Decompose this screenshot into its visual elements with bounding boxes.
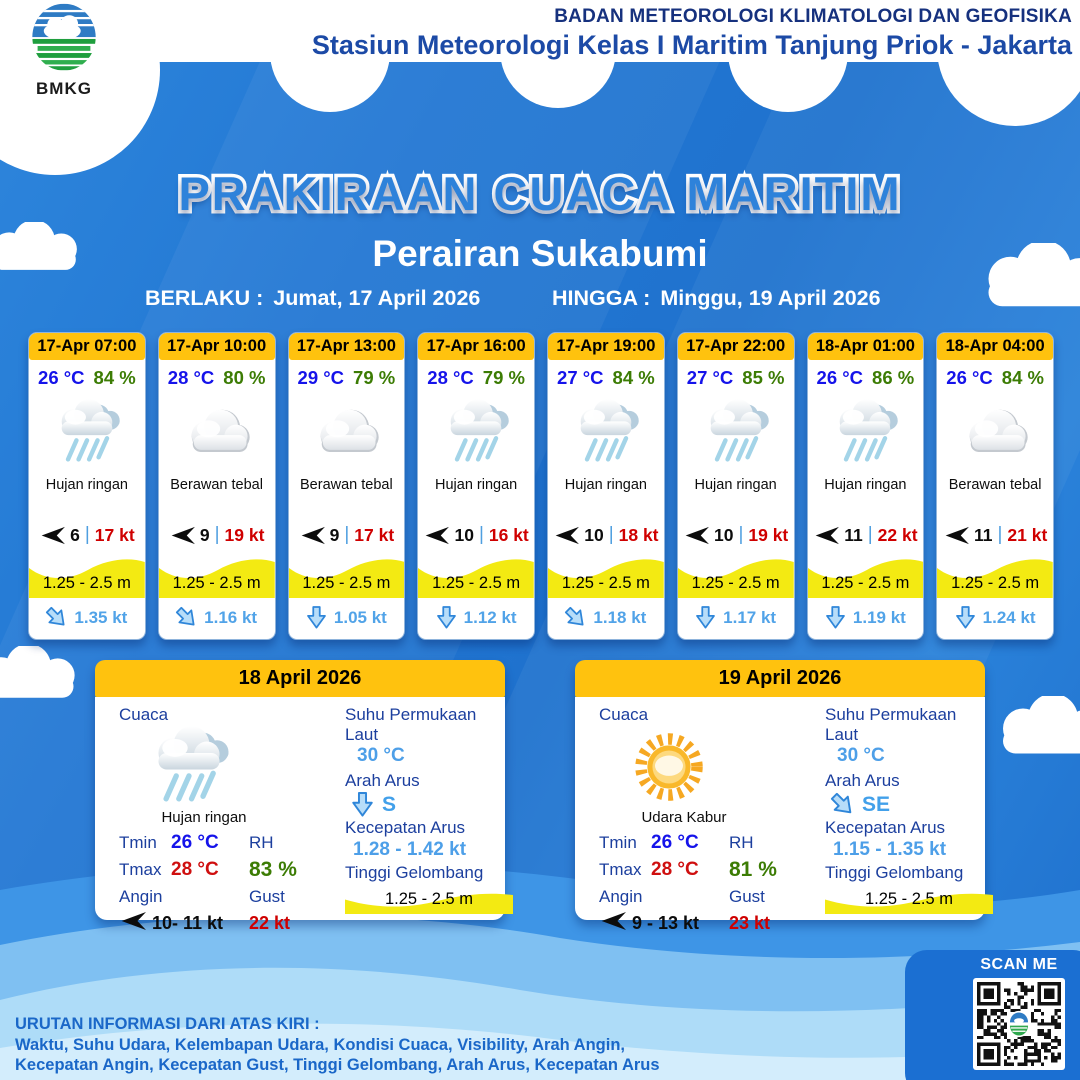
wind-row — [423, 524, 528, 546]
rh-label: RH — [729, 832, 754, 852]
decorative-cloud — [988, 696, 1080, 761]
sst-label: Suhu Permukaan Laut — [825, 705, 957, 744]
humidity: 80 % — [223, 367, 266, 388]
visibility-value: 10 — [584, 524, 604, 545]
current-speed: 1.05 kt — [333, 607, 387, 627]
current-speed: 1.18 kt — [593, 607, 647, 627]
wave-height-band — [548, 551, 664, 598]
daily-date: 19 April 2026 — [575, 660, 985, 697]
current-direction-icon — [306, 605, 327, 630]
current-direction-icon — [46, 605, 67, 630]
separator: | — [608, 524, 614, 545]
current-row — [695, 599, 776, 636]
wind-speed: 16 kt — [488, 524, 529, 545]
rh-value: 81 % — [729, 857, 777, 881]
valid-to-value: Minggu, 19 April 2026 — [660, 286, 881, 310]
weather-icon — [307, 391, 385, 475]
current-row — [825, 599, 906, 636]
weather-icon — [826, 391, 904, 475]
forecast-time: 17-Apr 16:00 — [418, 333, 534, 360]
weather-icon — [48, 391, 126, 475]
rain-cloud-icon — [48, 397, 126, 469]
forecast-time: 18-Apr 04:00 — [937, 333, 1053, 360]
wind-direction-icon — [423, 526, 449, 545]
wind-row — [169, 524, 265, 546]
tmin-value: 26 °C — [171, 831, 219, 853]
current-row — [306, 599, 387, 636]
qr-code — [973, 978, 1065, 1070]
current-direction: SE — [862, 792, 891, 816]
wind-row — [683, 524, 788, 546]
sst-value: 30 °C — [837, 745, 885, 766]
separator: | — [738, 524, 744, 545]
wave-height-band — [29, 551, 145, 598]
wave-height: 1.25 - 2.5 m — [432, 574, 521, 592]
current-speed: 1.17 kt — [723, 607, 777, 627]
wind-row — [299, 524, 395, 546]
footer-info — [15, 1014, 660, 1076]
page-title: PRAKIRAAN CUACA MARITIM — [178, 167, 902, 220]
current-row — [46, 599, 127, 636]
wave-height: 1.25 - 2.5 m — [302, 574, 391, 592]
daily-weather-icon — [119, 725, 259, 809]
air-temperature: 27 °C — [686, 367, 734, 388]
tmin-value: 26 °C — [651, 831, 699, 853]
wind-speed: 22 kt — [877, 524, 918, 545]
air-temperature: 28 °C — [167, 367, 215, 388]
wave-height: 1.25 - 2.5 m — [42, 574, 131, 592]
angin-label: Angin — [119, 886, 163, 906]
scan-panel — [905, 950, 1080, 1080]
sst-value: 30 °C — [357, 745, 405, 766]
current-direction-icon — [436, 605, 457, 630]
forecast-time: 17-Apr 07:00 — [29, 333, 145, 360]
qr-bmkg-logo-icon — [1005, 1010, 1033, 1038]
temp-humidity-row — [427, 367, 525, 389]
rain-cloud-icon — [567, 397, 645, 469]
wind-speed: 19 kt — [748, 524, 789, 545]
visibility-value: 10 — [454, 524, 474, 545]
wave-height: 1.25 - 2.5 m — [821, 574, 910, 592]
current-row — [176, 599, 257, 636]
air-temperature: 27 °C — [557, 367, 604, 388]
current-direction-icon — [565, 605, 586, 630]
wind-range: 9 - 13 kt — [632, 913, 700, 933]
forecast-card — [547, 332, 665, 640]
weather-condition: Berawan tebal — [170, 477, 263, 493]
tmin-label: Tmin — [119, 832, 157, 852]
forecast-card — [28, 332, 146, 640]
humidity: 85 % — [742, 367, 785, 388]
wave-height-band — [808, 551, 924, 598]
forecast-card — [677, 332, 795, 640]
forecast-card — [417, 332, 535, 640]
valid-from-label: BERLAKU : — [145, 286, 264, 310]
bmkg-logo-icon — [20, 2, 108, 78]
temp-humidity-row — [817, 367, 915, 389]
kecepatan-arus-label: Kecepatan Arus — [345, 818, 466, 837]
temp-humidity-row — [687, 367, 785, 389]
valid-to — [552, 286, 881, 311]
temp-humidity-row — [557, 367, 655, 389]
forecast-cards-row — [28, 332, 1054, 640]
wave-height: 1.25 - 2.5 m — [172, 574, 261, 592]
wind-direction-icon — [599, 911, 626, 936]
temp-humidity-row — [298, 367, 396, 389]
current-direction-icon — [176, 605, 197, 630]
tmax-label: Tmax — [119, 859, 162, 879]
kecepatan-arus-label: Kecepatan Arus — [825, 818, 946, 837]
daily-condition: Udara Kabur — [641, 809, 727, 826]
arah-arus-label: Arah Arus — [825, 771, 900, 790]
wind-direction-icon — [39, 526, 65, 545]
current-direction: S — [382, 792, 397, 816]
wave-height-band — [825, 885, 993, 914]
wave-height-band — [937, 551, 1053, 598]
forecast-card — [158, 332, 276, 640]
wave-height: 1.25 - 2.5 m — [691, 574, 780, 592]
wave-height-band — [289, 551, 405, 598]
wind-row — [813, 524, 917, 546]
tmax-label: Tmax — [599, 859, 642, 879]
current-row — [565, 599, 646, 636]
daily-body — [95, 697, 505, 933]
current-speed: 1.28 - 1.42 kt — [353, 839, 467, 860]
gelombang-label: Tinggi Gelombang — [825, 863, 964, 882]
wind-speed: 17 kt — [354, 524, 395, 545]
rain-cloud-icon — [141, 725, 237, 809]
gust-value: 23 kt — [729, 913, 771, 933]
wave-height-band — [678, 551, 794, 598]
rh-value: 83 % — [249, 857, 297, 881]
visibility-value: 6 — [70, 524, 80, 545]
valid-from — [145, 286, 480, 311]
wind-row — [553, 524, 658, 546]
cloud-icon — [956, 397, 1034, 469]
wave-height-band — [418, 551, 534, 598]
wave-height: 1.25 - 2.5 m — [951, 574, 1040, 592]
daily-date: 18 April 2026 — [95, 660, 505, 697]
valid-to-label: HINGGA : — [552, 286, 651, 310]
daily-body — [575, 697, 985, 933]
wind-row — [943, 524, 1047, 546]
gust-label: Gust — [249, 886, 285, 906]
visibility-value: 11 — [844, 524, 863, 545]
separator: | — [344, 524, 350, 545]
valid-from-value: Jumat, 17 April 2026 — [273, 286, 481, 310]
weather-condition: Hujan ringan — [694, 477, 777, 493]
wave-height: 1.25 - 2.5 m — [864, 890, 954, 908]
footer-line1: URUTAN INFORMASI DARI ATAS KIRI : — [15, 1015, 320, 1033]
tmax-value: 28 °C — [651, 858, 699, 880]
air-temperature: 28 °C — [427, 367, 474, 388]
wind-direction-icon — [299, 526, 325, 545]
cuaca-label: Cuaca — [599, 705, 649, 724]
humidity: 84 % — [1001, 367, 1044, 388]
current-direction-icon — [955, 605, 976, 630]
visibility-value: 9 — [329, 524, 340, 545]
daily-weather-icon — [599, 725, 739, 809]
angin-label: Angin — [599, 886, 643, 906]
wind-direction-icon — [943, 526, 969, 545]
wave-height: 1.25 - 2.5 m — [561, 574, 650, 592]
wave-height-band — [345, 885, 513, 914]
tmax-value: 28 °C — [171, 858, 219, 880]
wind-range: 10- 11 kt — [152, 913, 224, 933]
separator: | — [478, 524, 484, 545]
current-direction-icon — [351, 791, 374, 818]
sst-label: Suhu Permukaan Laut — [345, 705, 477, 744]
forecast-time: 17-Apr 13:00 — [289, 333, 405, 360]
current-row — [955, 599, 1036, 636]
region-title: Perairan Sukabumi — [372, 233, 708, 274]
daily-card-19-april — [575, 660, 985, 933]
humidity: 79 % — [353, 367, 396, 388]
gust-label: Gust — [729, 886, 765, 906]
forecast-card — [288, 332, 406, 640]
separator: | — [867, 524, 873, 545]
wind-speed: 18 kt — [618, 524, 659, 545]
footer-line3: Kecepatan Angin, Kecepatan Gust, Tinggi Gelombang, Arah Arus, Kecepatan Arus — [15, 1056, 660, 1074]
wave-height: 1.25 - 2.5 m — [384, 890, 474, 908]
footer-line2: Waktu, Suhu Udara, Kelembapan Udara, Kondisi Cuaca, Visibility, Arah Angin, — [15, 1035, 626, 1054]
weather-icon — [178, 391, 256, 475]
separator: | — [214, 524, 220, 545]
arah-arus-label: Arah Arus — [345, 771, 420, 790]
temp-humidity-row — [946, 367, 1044, 389]
forecast-card — [936, 332, 1054, 640]
current-speed: 1.16 kt — [204, 607, 258, 627]
current-direction-icon — [825, 605, 846, 630]
temp-humidity-row — [38, 367, 136, 389]
humidity: 84 % — [93, 367, 136, 388]
weather-icon — [956, 391, 1034, 475]
forecast-time: 17-Apr 10:00 — [159, 333, 275, 360]
weather-condition: Hujan ringan — [824, 477, 907, 493]
rain-cloud-icon — [697, 397, 775, 469]
wind-direction-icon — [813, 526, 839, 545]
rain-cloud-icon — [437, 397, 515, 469]
temp-humidity-row — [168, 367, 266, 389]
forecast-time: 17-Apr 19:00 — [548, 333, 664, 360]
weather-icon — [567, 391, 645, 475]
tmin-label: Tmin — [599, 832, 637, 852]
cuaca-label: Cuaca — [119, 705, 169, 724]
visibility-value: 10 — [713, 524, 734, 545]
rh-label: RH — [249, 832, 274, 852]
agency-header — [312, 6, 1072, 61]
gelombang-label: Tinggi Gelombang — [345, 863, 484, 882]
forecast-time: 18-Apr 01:00 — [808, 333, 924, 360]
forecast-time: 17-Apr 22:00 — [678, 333, 794, 360]
air-temperature: 26 °C — [816, 367, 864, 388]
air-temperature: 26 °C — [946, 367, 993, 388]
rain-cloud-icon — [826, 397, 904, 469]
bmkg-logo-label: BMKG — [36, 78, 92, 98]
current-direction-icon — [831, 791, 854, 818]
weather-condition: Hujan ringan — [435, 477, 518, 493]
current-speed: 1.24 kt — [982, 607, 1036, 627]
weather-condition: Hujan ringan — [45, 477, 128, 493]
current-speed: 1.19 kt — [852, 607, 906, 627]
current-speed: 1.35 kt — [74, 607, 128, 627]
humidity: 79 % — [482, 367, 525, 388]
separator: | — [997, 524, 1003, 545]
separator: | — [84, 524, 90, 545]
weather-condition: Hujan ringan — [564, 477, 647, 493]
weather-icon — [437, 391, 515, 475]
current-direction-icon — [695, 605, 716, 630]
wave-height-band — [159, 551, 275, 598]
wind-direction-icon — [683, 526, 709, 545]
visibility-value: 9 — [199, 524, 210, 545]
current-speed: 1.15 - 1.35 kt — [833, 839, 947, 860]
daily-card-18-april — [95, 660, 505, 933]
current-speed: 1.12 kt — [463, 607, 517, 627]
wind-direction-icon — [169, 526, 195, 545]
wind-speed: 17 kt — [94, 524, 135, 545]
station-name: Stasiun Meteorologi Kelas I Maritim Tanjung Priok - Jakarta — [311, 30, 1072, 60]
wind-speed: 19 kt — [224, 524, 265, 545]
agency-name: BADAN METEOROLOGI KLIMATOLOGI DAN GEOFISIKA — [554, 6, 1072, 27]
wind-direction-icon — [119, 911, 146, 936]
bmkg-logo — [16, 2, 112, 99]
humidity: 84 % — [612, 367, 655, 388]
daily-condition: Hujan ringan — [161, 809, 247, 826]
cloud-icon — [307, 397, 385, 469]
humidity: 86 % — [872, 367, 915, 388]
gust-value: 22 kt — [249, 913, 291, 933]
air-temperature: 29 °C — [297, 367, 345, 388]
decorative-cloud — [0, 646, 105, 705]
wind-direction-icon — [553, 526, 579, 545]
visibility-value: 11 — [973, 524, 993, 545]
air-temperature: 26 °C — [38, 367, 85, 388]
forecast-card — [807, 332, 925, 640]
weather-condition: Berawan tebal — [948, 477, 1042, 493]
weather-condition: Berawan tebal — [300, 477, 393, 493]
hazy-sun-icon — [621, 725, 717, 809]
wind-speed: 21 kt — [1007, 524, 1048, 545]
scan-me-label: SCAN ME — [980, 956, 1058, 973]
wind-row — [39, 524, 135, 546]
cloud-icon — [178, 397, 256, 469]
current-row — [436, 599, 517, 636]
validity-row — [0, 286, 1080, 316]
weather-icon — [697, 391, 775, 475]
